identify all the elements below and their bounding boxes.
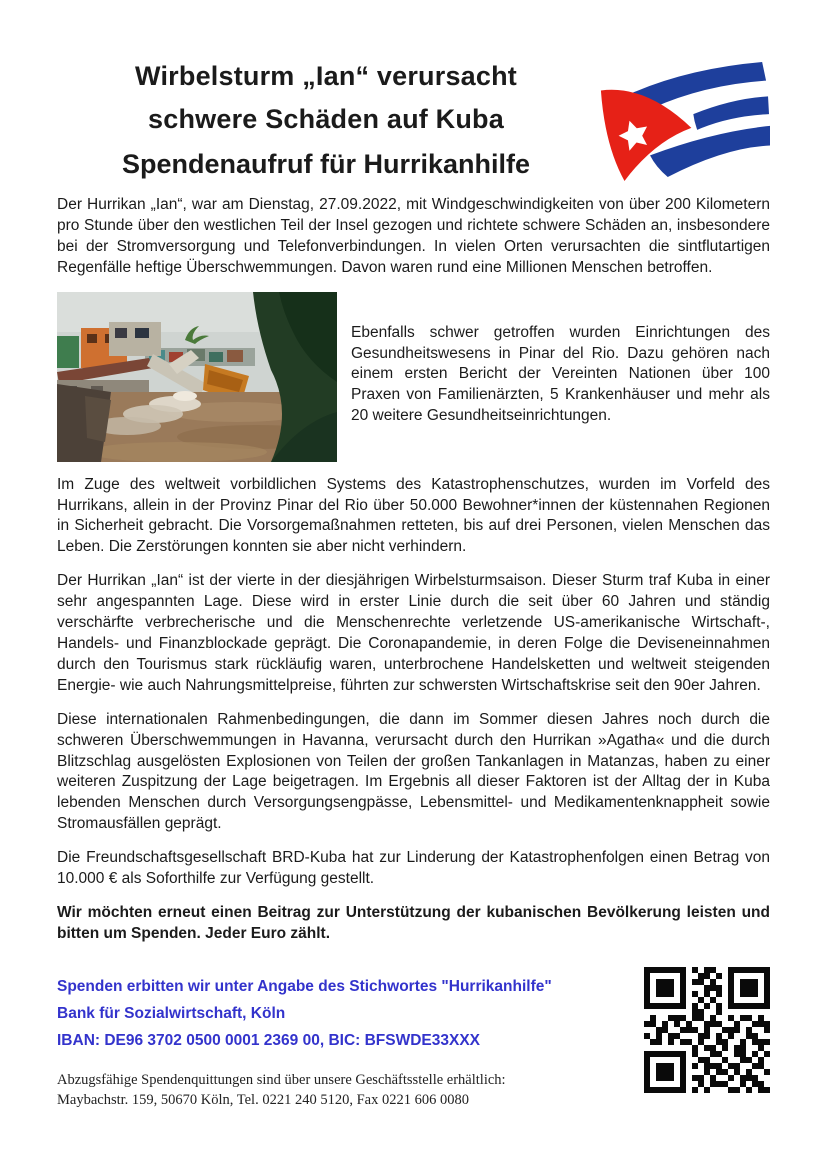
cuba-flag-icon xyxy=(595,55,770,185)
paragraph-protection: Im Zuge des weltweit vorbildlichen Systems des Katastrophenschutzes, wurden im Vorfeld des Hurrikans, allein in der Provinz Pinar del Rio über 50.000 Bewohner*innen der küstennahen Regionen in Sicherheit gebracht. Die Vorsorgemaßnahmen retteten, bis auf drei Personen, vielen Menschen das Leben. Die Zerstörungen konnten sie aber nicht verhindern. xyxy=(57,475,770,556)
donation-keyword-line: Spenden erbitten wir unter Angabe des Stichwortes "Hurrikanhilfe" xyxy=(57,977,552,995)
paragraph-context: Diese internationalen Rahmenbedingungen, die dann im Sommer diesen Jahres noch durch die schweren Überschwemmungen in Havanna, verursacht durch den Hurrikan »Agatha« und die durch Blitzschlag ausgelösten Explosionen von Teilen der großen Tankanlagen in Matanzas, haben zu einer weiteren Zuspitzung der Lage beigetragen. Im Ergebnis all dieser Faktoren ist der Alltag der in Kuba lebenden Menschen durch Versorgungsengpässe, Lebensmittel- und Medikamentenknappheit sowie Stromausfällen geprägt. xyxy=(57,710,770,833)
bottom-section xyxy=(57,973,770,1110)
donation-iban-line: IBAN: DE96 3702 0500 0001 2369 00, BIC: BFSWDE33XXX xyxy=(57,1031,481,1049)
page-title-line2: schwere Schäden auf Kuba xyxy=(148,104,504,134)
paragraph-soforthilfe: Die Freundschaftsgesellschaft BRD-Kuba hat zur Linderung der Katastrophenfolgen einen Betrag von 10.000 € als Soforthilfe zur Verfügung gestellt. xyxy=(57,849,770,888)
paragraph-intro: Der Hurrikan „Ian“, war am Dienstag, 27.09.2022, mit Windgeschwindigkeiten von über 200 Kilometern pro Stunde über den westlichen Teil der Insel gezogen und richtete schwere Schäden an, insbesondere bei der Stromversorgung und Telefonverbindungen. In vielen Orten verursachten die sintflutartigen Regenfälle heftige Überschwemmungen. Davon waren rund eine Millionen Menschen betroffen. xyxy=(57,196,770,276)
donation-bank-line: Bank für Sozialwirtschaft, Köln xyxy=(57,1004,286,1022)
paragraph-health: Ebenfalls schwer getroffen wurden Einrichtungen des Gesundheitswesens in Pinar del Rio. Dazu gehören nach einem ersten Bericht der Vereinten Nationen über 100 Praxen von Familienärzten, 5 Krankenhäuser und mehr als 20 weitere Gesundheitseinrichtungen. xyxy=(351,323,770,425)
footer-receipt-line: Abzugsfähige Spendenquittungen sind über unsere Geschäftsstelle erhältlich: xyxy=(57,1071,506,1088)
photo-row xyxy=(57,292,770,462)
page-title-line1: Wirbelsturm „Ian“ verursacht xyxy=(135,61,517,91)
document-body xyxy=(0,195,826,1110)
donation-and-footer xyxy=(57,973,632,1110)
header xyxy=(0,0,826,186)
footer-note xyxy=(57,1070,632,1110)
page-subtitle: Spendenaufruf für Hurrikanhilfe xyxy=(121,149,531,179)
donation-info xyxy=(57,973,632,1054)
paragraph-appeal: Wir möchten erneut einen Beitrag zur Unterstützung der kubanischen Bevölkerung leisten und bitten um Spenden. Jeder Euro zählt. xyxy=(57,903,770,942)
qr-code xyxy=(644,967,770,1093)
title-block xyxy=(57,55,595,186)
flood-damage-photo xyxy=(57,292,337,462)
paragraph-blockade: Der Hurrikan „Ian“ ist der vierte in der diesjährigen Wirbelsturmsaison. Dieser Sturm traf Kuba in einer sehr angespannten Lage. Diese wird in erster Linie durch die seit über 60 Jahren und ständig verschärfte verbrecherische und die Menschenrechte verletzende US-amerikanische Wirtschaft-, Handels- und Finanzblockade geprägt. Die Coronapandemie, in deren Folge die Deviseneinnahmen durch den Tourismus stark rückläufig waren, unterbrochene Handelsketten und weltweit steigenden Energie- wie auch Nahrungsmittelpreise, führten zur schwersten Wirtschaftskrise seit den 90er Jahren. xyxy=(57,572,770,694)
footer-address-line: Maybachstr. 159, 50670 Köln, Tel. 0221 240 5120, Fax 0221 606 0080 xyxy=(57,1091,469,1108)
